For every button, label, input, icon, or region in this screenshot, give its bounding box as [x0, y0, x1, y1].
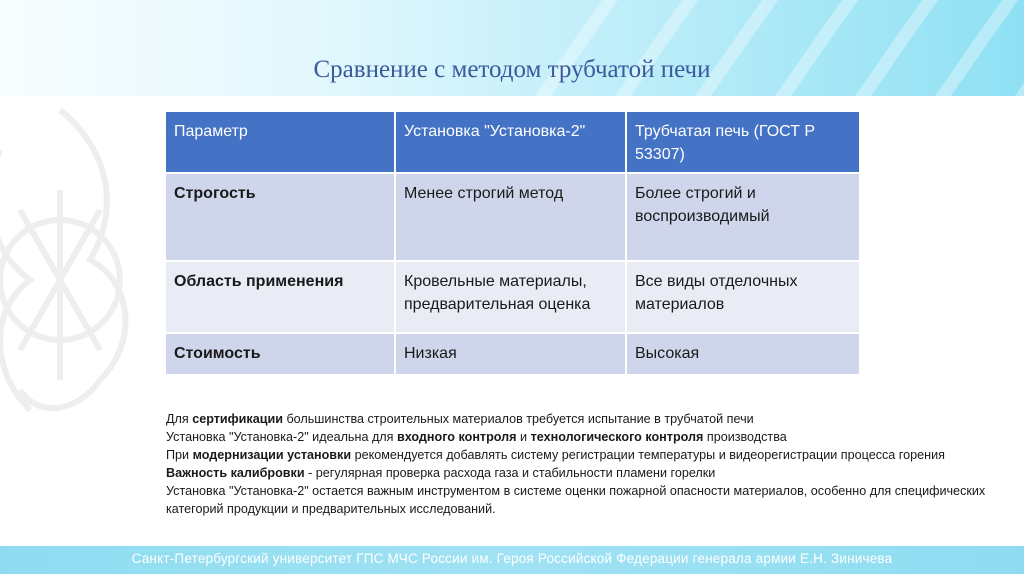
row-setup: Менее строгий метод [396, 174, 627, 262]
row-furnace: Более строгий и воспроизводимый [627, 174, 859, 262]
notes-block [166, 410, 996, 518]
note-text: производства [703, 430, 787, 444]
note-line [166, 446, 996, 464]
note-emphasis: сертификации [192, 412, 283, 426]
comparison-table [166, 112, 859, 376]
comparison-table-wrap [166, 112, 859, 376]
row-param: Строгость [166, 174, 396, 262]
note-line [166, 482, 996, 518]
note-emphasis: технологического контроля [530, 430, 704, 444]
note-text: Для [166, 412, 193, 426]
note-emphasis: входного контроля [396, 430, 517, 444]
note-text: Установка "Установка-2" остается важным инструментом в системе оценки пожарной опасности материалов, особенно для специфических категорий продукции и предварительных исследований. [166, 484, 986, 516]
note-emphasis: модернизации установки [192, 448, 352, 462]
row-param: Область применения [166, 262, 396, 334]
row-setup: Низкая [396, 334, 627, 376]
note-emphasis: Важность калибровки [166, 466, 305, 480]
note-line [166, 410, 996, 428]
note-text: и [516, 430, 531, 444]
header-param: Параметр [166, 112, 396, 174]
note-text: рекомендуется добавлять систему регистрации температуры и видеорегистрации процесса горения [351, 448, 945, 462]
table-row [166, 334, 859, 376]
table-row [166, 174, 859, 262]
header-setup: Установка "Установка-2" [396, 112, 627, 174]
emblem-watermark-icon [0, 90, 160, 470]
footer-text: Санкт-Петербургский университет ГПС МЧС России им. Героя Российской Федерации генерала армии Е.Н. Зиничева [131, 551, 893, 566]
note-text: большинства строительных материалов требуется испытание в трубчатой печи [282, 412, 754, 426]
note-text: - регулярная проверка расхода газа и стабильности пламени горелки [304, 466, 716, 480]
footer-band [0, 546, 1024, 574]
table-header-row [166, 112, 859, 174]
slide-title: Сравнение с методом трубчатой печи [313, 56, 711, 83]
note-text: Установка "Установка-2" идеальна для [166, 430, 397, 444]
header-furnace: Трубчатая печь (ГОСТ Р 53307) [627, 112, 859, 174]
row-furnace: Все виды отделочных материалов [627, 262, 859, 334]
row-setup: Кровельные материалы, предварительная оценка [396, 262, 627, 334]
row-furnace: Высокая [627, 334, 859, 376]
note-line [166, 464, 996, 482]
table-row [166, 262, 859, 334]
note-line [166, 428, 996, 446]
row-param: Стоимость [166, 334, 396, 376]
note-text: При [166, 448, 193, 462]
